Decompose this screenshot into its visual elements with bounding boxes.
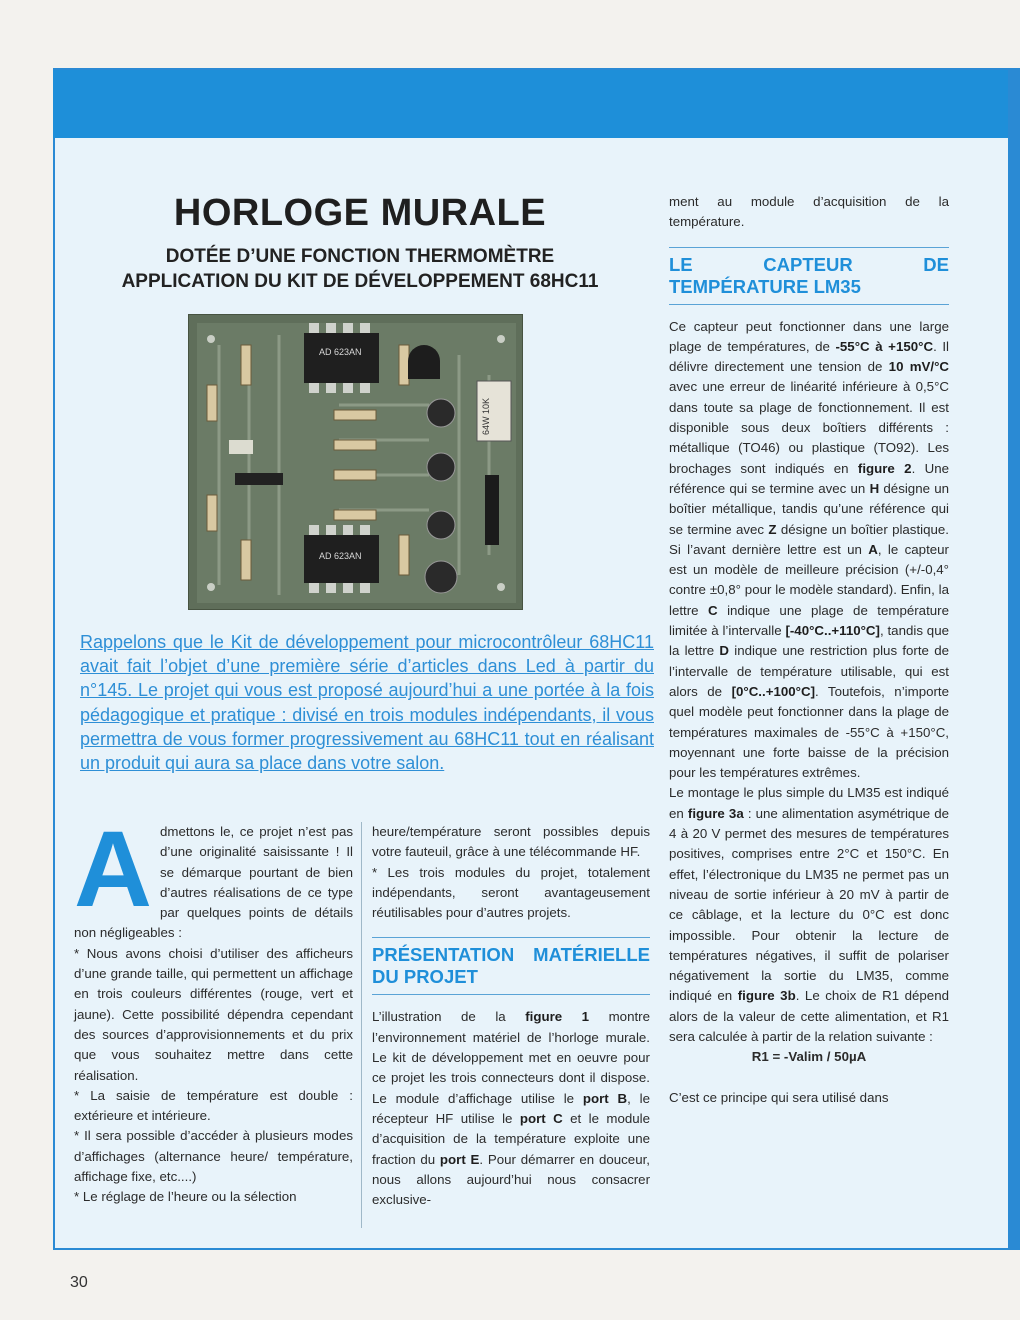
col1-paragraph-4: * Il sera possible d’accéder à plusieurs modes d’affichages (alternance heure/ température, affichage fixe, etc....) (74, 1128, 353, 1185)
subtitle-line-1: DOTÉE D’UNE FONCTION THERMOMÈTRE (165, 246, 555, 267)
svg-text:AD 623AN: AD 623AN (319, 347, 362, 357)
col3-paragraph-1: Ce capteur peut fonctionner dans une large plage de températures, de -55°C à +150°C. Il délivre directement une tension de 10 mV/°C avec une erreur de linéarité inférieure à 0,5°C dans toute sa plage de fonctionnement. Il est disponible sous deux boîtiers différents : métallique (TO46) ou plastique (TO92). Les brochages sont indiqués en figure 2. Une référence qui se termine avec un H désigne un boîtier métallique, tandis qu’une référence qui se termine avec Z désigne un boîtier plastique. Si l’avant dernière lettre est un A, le capteur est un modèle de meilleure précision (+/-0,4° contre ±0,8° pour le modèle standard). Enfin, la lettre C indique une plage de température limitée à l’intervalle [-40°C..+110°C], tandis que la lettre D indique une restriction plus forte de l’intervalle de température utilisable, qui est alors de [0°C..+100°C]. Toutefois, n’importe quel modèle peut fonctionner dans la plage de températures maximales de -55°C à +150°C, moyennant une forte baisse de la précision pour les températures extrêmes. (669, 318, 950, 781)
col1-paragraph-1: dmettons le, ce projet n’est pas d’une originalité saisissante ! Il se démarque pourtant de bien d’autres réalisations de ce type par quelques points de détails non négligeables : (74, 824, 353, 941)
ic-chip-top (304, 323, 379, 393)
col1-paragraph-5: * Le réglage de l’heure ou la sélection (74, 1189, 297, 1205)
circuit-board-illustration (189, 315, 523, 610)
circuit-board-photo (188, 314, 523, 610)
column-3 (669, 192, 949, 1108)
column-2 (372, 822, 650, 1210)
col3-paragraph-0: ment au module d’acquisition de la température. (669, 194, 949, 230)
col3-paragraph-3: C’est ce principe qui sera utilisé dans (669, 1089, 889, 1105)
ic-chip-bottom (304, 525, 379, 593)
col2-paragraph-2: * Les trois modules du projet, totalement indépendants, seront avantageusement réutilisables pour d’autres projets. (372, 864, 650, 921)
section-heading-lm35: LE CAPTEUR DE TEMPÉRATURE LM35 (669, 247, 949, 305)
subtitle-line-2: APPLICATION DU KIT DE DÉVELOPPEMENT 68HC11 (121, 271, 599, 292)
column-1 (74, 808, 353, 1208)
col1-paragraph-2: * Nous avons choisi d’utiliser des afficheurs d’une grande taille, qui permettent un affichage en trois couleurs différentes (rouge, vert et jaune). Cette possibilité dépendra cependant des sources d’approvisionnements et du prix que vous souhaitez mettre dans cette réalisation. (74, 945, 353, 1083)
formula-spacer (669, 1068, 949, 1088)
page-number: 30 (70, 1274, 88, 1291)
page-edge-band (1008, 70, 1020, 1250)
svg-text:64W 10K: 64W 10K (481, 397, 491, 435)
column-divider (361, 822, 362, 1228)
article-subtitle (60, 244, 660, 294)
article-intro: Rappelons que le Kit de développement pour microcontrôleur 68HC11 avait fait l’objet d’une première série d’articles dans Led à partir du n°145. Le projet qui vous est proposé aujourd’hui a une portée à la fois pédagogique et pratique : divisé en trois modules indépendants, il vous permettra de vous former progressivement au 68HC11 tout en réalisant un produit qui aura sa place dans votre salon. (80, 632, 654, 774)
section-heading-presentation: PRÉSENTATION MATÉRIELLE DU PROJET (372, 937, 650, 995)
col3-paragraph-2: Le montage le plus simple du LM35 est indiqué en figure 3a : une alimentation asymétrique de 4 à 20 V permet des mesures de températures positives, comprises entre 2°C et 150°C. En effet, l’électronique du LM35 ne permet pas un niveau de sortie inférieur à 20 mV à partir de ce câblage, et la lecture du 0°C est donc impossible. Pour obtenir la lecture de températures négatives, il suffit de polariser négativement la sortie du LM35, comme indiqué en figure 3b. Le choix de R1 dépend alors de la valeur de cette alimentation, et R1 sera calculée à partir de la relation suivante : (669, 785, 949, 1044)
dropcap-letter: A (74, 808, 152, 929)
article-title: HORLOGE MURALE (173, 192, 547, 234)
svg-text:AD 623AN: AD 623AN (319, 551, 362, 561)
header-band (53, 70, 1020, 138)
col2-paragraph-1: heure/température seront possibles depuis votre fauteuil, grâce à une télécommande HF. (372, 824, 650, 860)
col1-paragraph-3: * La saisie de température est double : extérieure et intérieure. (74, 1087, 353, 1124)
col2-paragraph-3: L’illustration de la figure 1 montre l’environnement matériel de l’horloge murale. Le kit de développement met en oeuvre pour ce projet les trois connecteurs dont il dispose. Le module d’affichage utilise le port B, le récepteur HF utilise le port C et le module d’acquisition de la température exploite une fraction du port E. Pour démarrer en douceur, nous allons aujourd’hui nous consacrer exclusive- (372, 1009, 650, 1208)
formula-r1: R1 = -Valim / 50µA (751, 1049, 867, 1065)
